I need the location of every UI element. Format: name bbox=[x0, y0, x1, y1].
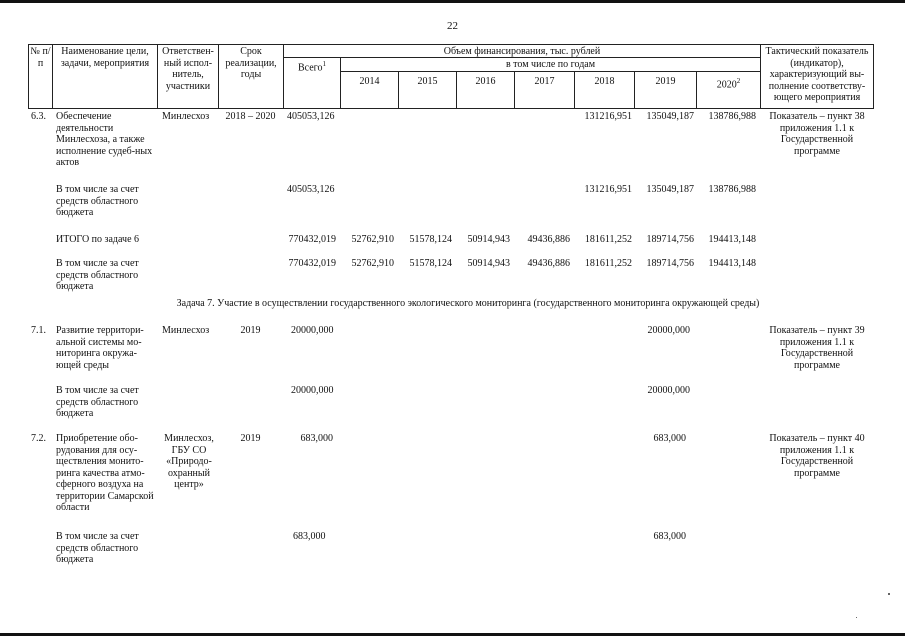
row-2014: 52762,910 bbox=[351, 258, 394, 269]
header-by-years: в том числе по годам bbox=[505, 59, 596, 70]
row-2019: 135049,187 bbox=[646, 111, 694, 122]
row-2020: 194413,148 bbox=[708, 258, 756, 269]
header-top-line bbox=[28, 44, 873, 45]
row-total: 20000,000 bbox=[291, 385, 334, 396]
row-2019: 189714,756 bbox=[646, 258, 694, 269]
row-name: В том числе за счет средств областного бюджета bbox=[56, 385, 139, 419]
row-name: Приобретение обо-рудования для осу-ществления монито-ринга качества атмо-сферного воздуха на территории Самарской области bbox=[56, 433, 154, 513]
row-2014: 52762,910 bbox=[351, 234, 394, 245]
row-2019: 135049,187 bbox=[646, 184, 694, 195]
row-name: В том числе за счет средств областного бюджета bbox=[56, 531, 139, 565]
row-responsible: Минлесхоз bbox=[162, 325, 210, 336]
row-total: 683,000 bbox=[293, 531, 326, 542]
col-border bbox=[157, 44, 158, 109]
bottom-border bbox=[0, 633, 905, 636]
row-2016: 50914,943 bbox=[467, 234, 510, 245]
row-2020: 138786,988 bbox=[708, 184, 756, 195]
header-year: 2016 bbox=[475, 76, 496, 87]
row-term: 2018 – 2020 bbox=[225, 111, 276, 122]
header-years-line bbox=[340, 71, 760, 72]
row-2018: 131216,951 bbox=[584, 111, 632, 122]
header-year: 2015 bbox=[417, 76, 438, 87]
header-name: Наименование цели, задачи, мероприятия bbox=[60, 46, 150, 69]
row-2020: 194413,148 bbox=[708, 234, 756, 245]
header-total: Всего$^1$ bbox=[297, 60, 327, 74]
col-border bbox=[873, 44, 874, 109]
col-border bbox=[52, 44, 53, 109]
row-name: Обеспечение деятельности Минлесхоза, а также исполнение судеб-ных актов bbox=[56, 111, 153, 168]
row-2019: 683,000 bbox=[653, 531, 686, 542]
page-number: 22 bbox=[447, 20, 458, 32]
header-year: 2019 bbox=[655, 76, 676, 87]
header-indicator: Тактический показатель (индикатор), характеризующий вы-полнение соответству-ющего мероприятия bbox=[765, 46, 869, 103]
scan-speck bbox=[856, 617, 857, 618]
row-2017: 49436,886 bbox=[527, 234, 570, 245]
row-2018: 181611,252 bbox=[584, 234, 632, 245]
row-2018: 181611,252 bbox=[584, 258, 632, 269]
row-name: В том числе за счет средств областного бюджета bbox=[56, 184, 139, 218]
row-total: 770432,019 bbox=[288, 258, 336, 269]
row-total: 683,000 bbox=[300, 433, 333, 444]
row-2019: 20000,000 bbox=[647, 385, 690, 396]
header-year: 2018 bbox=[594, 76, 615, 87]
header-financing: Объем финансирования, тыс. рублей bbox=[443, 46, 601, 57]
top-border bbox=[0, 0, 905, 3]
row-name: В том числе за счет средств областного бюджета bbox=[56, 258, 139, 292]
header-bottom-line bbox=[28, 108, 873, 109]
header-responsible: Ответствен-ный испол-нитель, участники bbox=[162, 46, 214, 92]
row-term: 2019 bbox=[240, 433, 261, 444]
col-border bbox=[218, 44, 219, 109]
row-2019: 20000,000 bbox=[647, 325, 690, 336]
row-indicator: Показатель – пункт 39 приложения 1.1 к Государственной программе bbox=[769, 325, 865, 371]
row-responsible: Минлесхоз, ГБУ СО «Природо-охранный центр» bbox=[164, 433, 214, 490]
header-num: № п/п bbox=[30, 46, 51, 69]
row-responsible: Минлесхоз bbox=[162, 111, 210, 122]
row-number: 6.3. bbox=[31, 111, 46, 122]
row-number: 7.1. bbox=[31, 325, 46, 336]
header-term: Срок реализации, годы bbox=[225, 46, 277, 80]
header-year: 2014 bbox=[359, 76, 380, 87]
row-number: 7.2. bbox=[31, 433, 46, 444]
row-total: 20000,000 bbox=[291, 325, 334, 336]
row-term: 2019 bbox=[240, 325, 261, 336]
row-name: Развитие территори-альной системы мо-ниторинга окружа-ющей среды bbox=[56, 325, 144, 371]
row-2016: 50914,943 bbox=[467, 258, 510, 269]
header-year: 2020$^2$ bbox=[716, 77, 741, 91]
row-indicator: Показатель – пункт 38 приложения 1.1 к Государственной программе bbox=[769, 111, 865, 157]
task-heading: Задача 7. Участие в осуществлении государственного экологического мониторинга (государственного мониторинга окружающей среды) bbox=[176, 298, 760, 309]
row-total: 405053,126 bbox=[287, 184, 335, 195]
row-total: 405053,126 bbox=[287, 111, 335, 122]
row-2018: 131216,951 bbox=[584, 184, 632, 195]
header-year: 2017 bbox=[534, 76, 555, 87]
row-2020: 138786,988 bbox=[708, 111, 756, 122]
row-2015: 51578,124 bbox=[409, 258, 452, 269]
row-2017: 49436,886 bbox=[527, 258, 570, 269]
row-2019: 683,000 bbox=[653, 433, 686, 444]
row-name: ИТОГО по задаче 6 bbox=[56, 234, 140, 245]
row-indicator: Показатель – пункт 40 приложения 1.1 к Государственной программе bbox=[769, 433, 865, 479]
row-2019: 189714,756 bbox=[646, 234, 694, 245]
row-total: 770432,019 bbox=[288, 234, 336, 245]
scan-speck bbox=[888, 593, 890, 595]
row-2015: 51578,124 bbox=[409, 234, 452, 245]
